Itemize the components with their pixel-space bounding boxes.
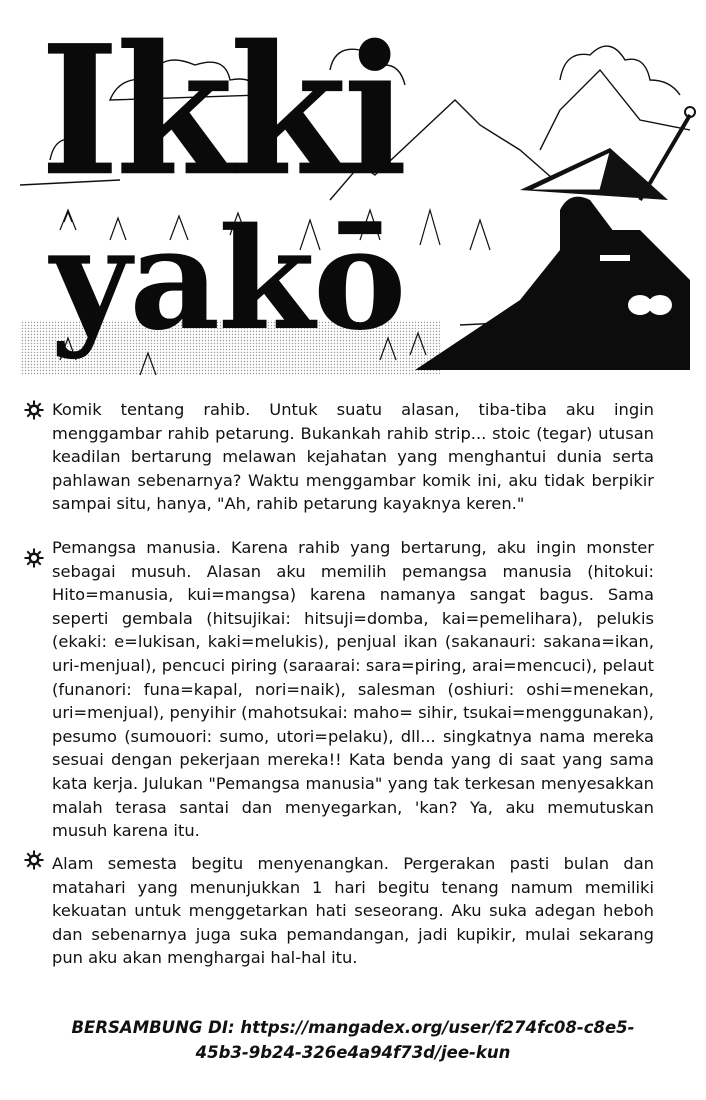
continued-label: BERSAMBUNG DI: xyxy=(71,1018,235,1037)
paragraph-3 xyxy=(52,852,654,970)
paragraph-2-text: Pemangsa manusia. Karena rahib yang bertarung, aku ingin monster sebagai musuh. Alasan aku memilih pemangsa manusia (hitokui: Hito=manusia, kui=mangsa) karena namanya sangat bagus. Sama seperti gembala (hitsujikai: hitsuji=domba, kai=pemelihara), pelukis (ekaki: e=lukisan, kaki=melukis), penjual ikan (sakanauri: sakana=ikan, uri-menjual), pencuci piring (saraarai: sara=piring, arai=mencuci), pelaut (funanori: funa=kapal, nori=naik), salesman (oshiuri: oshi=menekan, uri=menjual), penyihir (mahotsukai: maho= sihir, tsukai=menggunakan), pesumo (sumouori: sumo, utori=pelaku), dll... singkatnya nama mereka sesuai dengan pekerjaan mereka!! Kata benda yang di saat yang sama kata kerja. Julukan "Pemangsa manusia" yang tak terkesan menyesakkan malah terasa santai dan menyegarkan, 'kan? Ya, aku memutuskan musuh karena itu. xyxy=(52,538,654,841)
paragraph-1-text: Komik tentang rahib. Untuk suatu alasan, tiba-tiba aku ingin menggambar rahib petarung. Bukankah rahib strip... stoic (tegar) utusan keadilan bertarung melawan kejahatan yang menghantui dunia serta pahlawan sebenarnya? Waktu menggambar komik ini, aku tidak berpikir sampai situ, hanya, "Ah, rahib petarung kayaknya keren." xyxy=(52,400,654,514)
sun-icon xyxy=(24,400,44,420)
paragraph-3-text: Alam semesta begitu menyenangkan. Pergerakan pasti bulan dan matahari yang menunjukkan 1 hari begitu tenang namum memiliki kekuatan untuk menggetarkan hati seseorang. Aku suka adegan heboh dan sebenarnya juga suka pemandangan, jadi kupikir, mulai sekarang pun aku akan menghargai hal-hal itu. xyxy=(52,854,654,968)
continued-link-part2[interactable]: 45b3-9b24-326e4a94f73d/jee-kun xyxy=(195,1043,511,1062)
title-ikki: Ikki xyxy=(40,6,404,217)
paragraph-2 xyxy=(52,536,654,843)
paragraph-1 xyxy=(52,398,654,516)
title-yako: yakō xyxy=(50,198,405,362)
continued-link-part1[interactable]: https://mangadex.org/user/f274fc08-c8e5- xyxy=(240,1018,635,1037)
sun-icon xyxy=(24,548,44,568)
sun-icon xyxy=(24,850,44,870)
title-banner-illustration xyxy=(0,0,706,380)
continued-at-footer xyxy=(0,1015,706,1065)
